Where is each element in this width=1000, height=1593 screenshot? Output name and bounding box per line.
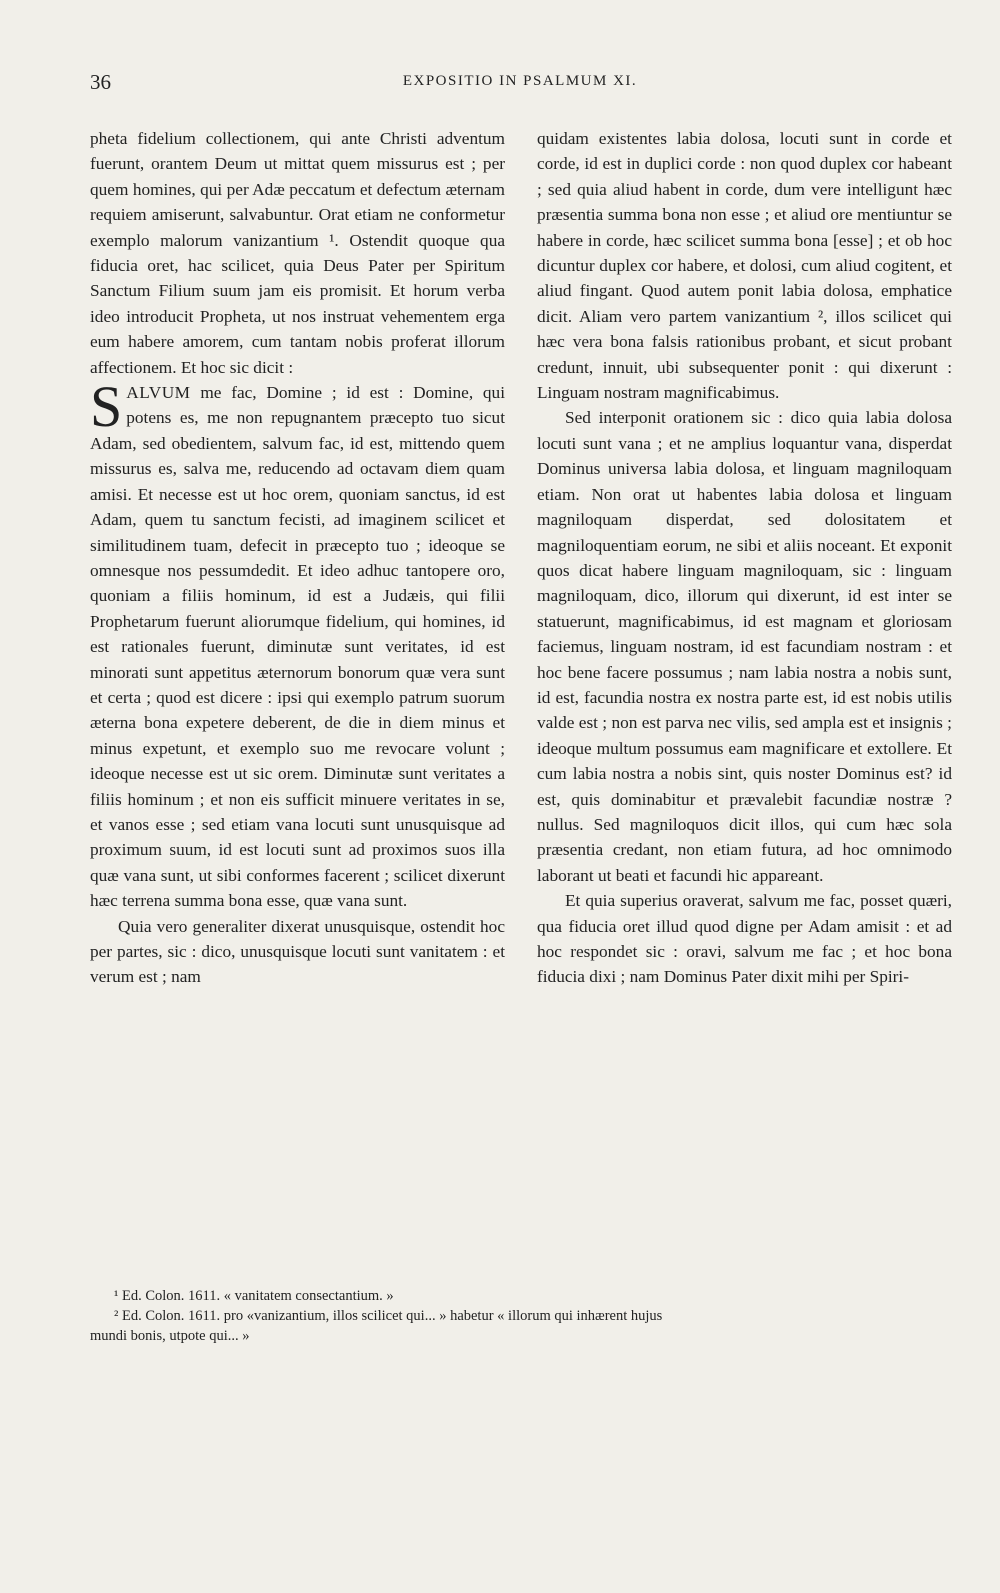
right-column [537,126,952,990]
drop-cap: S [90,374,123,440]
running-title: EXPOSITIO IN PSALMUM XI. [402,73,638,89]
footnote-2: ² Ed. Colon. 1611. pro «vanizantium, illos scilicet qui... » habetur « illorum qui inhærent hujus [114,1308,663,1324]
footnote-1: ¹ Ed. Colon. 1611. « vanitatem consectantium. » [114,1288,394,1304]
left-paragraph-2-text: me fac, Domine ; id est : Domine, qui potens es, me non repugnantem præcepto tuo sicut Adam, sed obedientem, salvum fac, id est, mittendo quem missurus es, salva me, reducendo ad octavam diem quam amisi. Et necesse est ut hoc orem, quoniam sanctus, id est Adam, quem tu sanctum fecisti, ad imaginem scilicet et similitudinem tuam, defecit in præcepto tuo ; ideoque se omnesque nos pessumdedit. Et ideo adhuc tantopere oro, quoniam a filiis hominum, id est a Judæis, qui filii Prophetarum fuerunt aliorumque fidelium, qui homines, id est rationales fuerunt, diminutæ sunt veritates, id est minorati sunt appetitus æternorum bonorum quæ vera sunt et certa ; quod est dicere : ipsi qui exemplo patrum suorum æterna bona expetere deberent, de die in diem minus et minus expetunt, et exemplo suo me revocare volunt ; ideoque necesse est ut sic orem. Diminutæ sunt veritates a filiis hominum ; et non eis sufficit minuere veritates in se, et vanos esse ; sed etiam vana locuti sunt unusquisque ad proximum suum, id est locuti sunt ad proximos suos illa quæ vana sunt, ut sibi conformes facerent ; scilicet dixerunt hæc terrena summa bona esse, quæ vana sunt. [90,383,505,911]
page-header [90,70,950,100]
psalm-incipit: ALVUM [126,383,191,403]
left-paragraph-3: Quia vero generaliter dixerat unusquisque, ostendit hoc per partes, sic : dico, unusquisque locuti sunt vanitatem : et verum est ; nam [90,916,505,987]
left-column [90,126,505,990]
left-paragraph-1: pheta fidelium collectionem, qui ante Christi adventum fuerunt, orantem Deum ut mittat quem missurus est ; per quem homines, qui per Adæ peccatum et defectum æternam requiem amiserunt, salvabuntur. Orat etiam ne conformetur exemplo malorum vanizantium ¹. Ostendit quoque qua fiducia oret, hac scilicet, quia Deus Pater per Spiritum Sanctum Filium suum jam eis promisit. Et horum verba ideo introducit Propheta, ut nos instruat vehementem erga eum habere amorem, cum tantam nobis proferat illorum affectionem. Et hoc sic dicit : [90,129,505,377]
footnote-2-continued: mundi bonis, utpote qui... » [90,1328,250,1344]
left-paragraph-2 [90,374,505,914]
right-paragraph-2: Sed interponit orationem sic : dico quia labia dolosa locuti sunt vana ; et ne amplius loquantur vana, disperdat Dominus universa labia dolosa, et linguam magniloquam etiam. Non orat ut habentes labia dolosa et linguam magniloquam disperdat, sed dolositatem et magniloquentiam eorum, ne sibi et aliis noceant. Et exponit quos dicat habere linguam magniloquam, sic : linguam magniloquam, dico, illorum qui dixerunt, id est inter se statuerunt, magnificabimus, id est magnam et gloriosam faciemus, linguam nostram, id est facundiam nostram : et hoc bene facere possumus ; nam labia nostra a nobis sunt, id est, facundia nostra ex nostra parte est, id est nobis utilis valde est ; non est parva nec vilis, sed ampla est et insignis ; ideoque multum possumus eam magnificare et extollere. Et cum labia nostra a nobis sint, quis noster Dominus est? id est, quis dominabitur et prævalebit facundiæ nostræ ? nullus. Sed magniloquos dicit illos, qui cum hæc sola præsentia credant, non etiam futura, ad hoc omnimodo laborant ut beati et facundi hic appareant. [537,408,952,885]
footnotes [90,1286,950,1346]
right-paragraph-3: Et quia superius oraverat, salvum me fac, posset quæri, qua fiducia oret illud quod digne per Adam amisit : et ad hoc respondet sic : oravi, salvum me fac ; et hoc bona fiducia dixi ; nam Dominus Pater dixit mihi per Spiri- [537,891,952,987]
right-paragraph-1: quidam existentes labia dolosa, locuti sunt in corde et corde, id est in duplici corde : non quod duplex cor habeant ; sed quia aliud habent in corde, dum vere intelligunt hæc præsentia summa bona non esse ; et aliud ore mentiuntur se habere in corde, hæc scilicet summa bona [esse] ; et ob hoc dicuntur duplex cor habere, et dolosi, cum aliud cogitent, et aliud fingant. Quod autem ponit labia dolosa, emphatice dicit. Aliam vero partem vanizantium ², illos scilicet qui hæc vera bona falsis rationibus probant, et sicut probant credunt, innuit, ubi subsequenter ponit : qui dixerunt : Linguam nostram magnificabimus. [537,129,952,403]
page-number: 36 [90,70,111,94]
